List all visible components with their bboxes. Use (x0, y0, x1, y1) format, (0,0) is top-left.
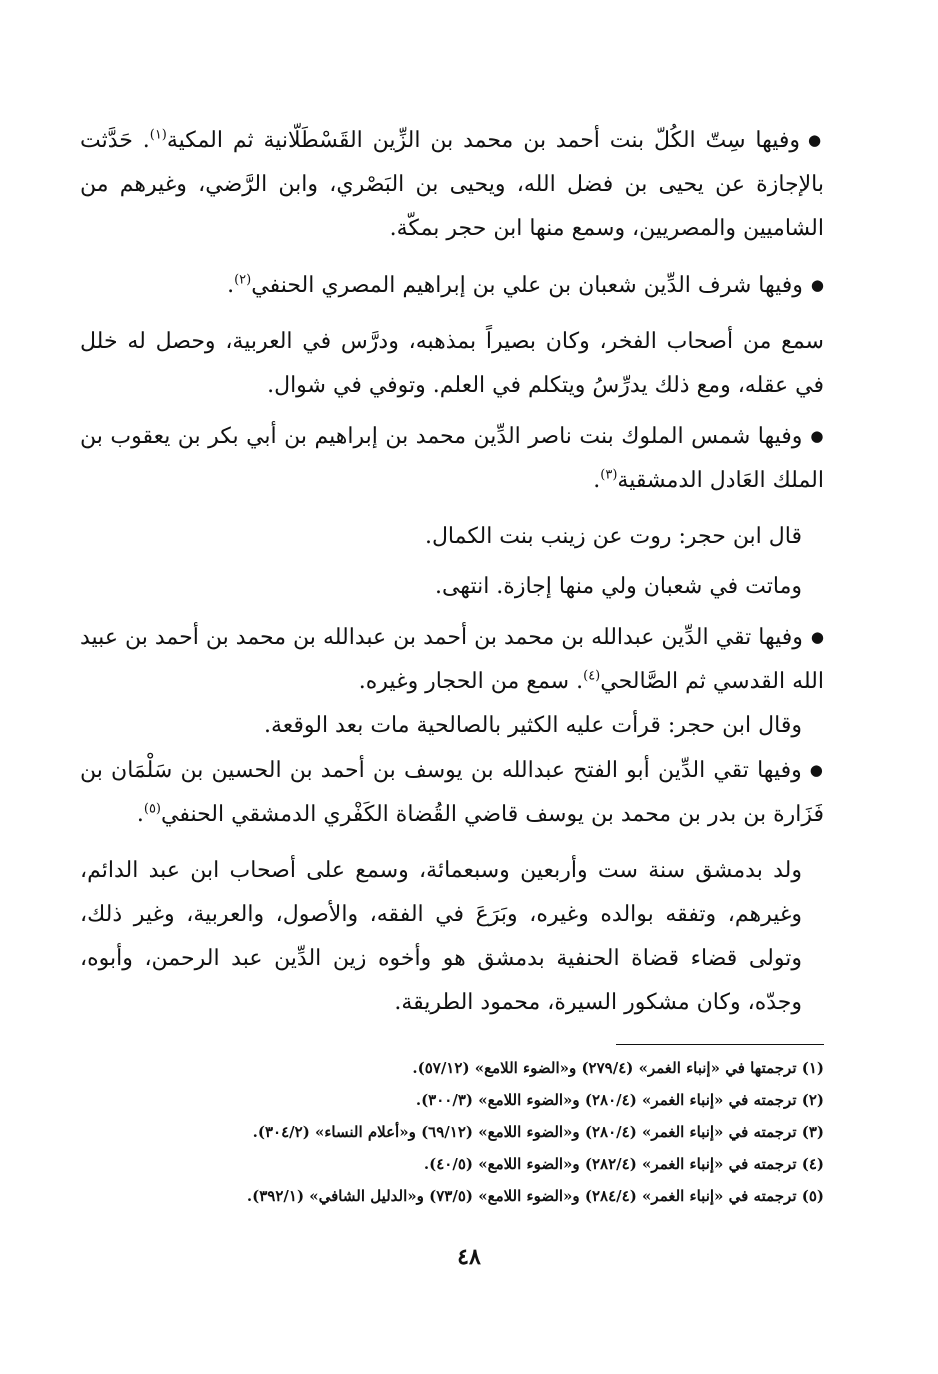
main-text (80, 118, 824, 1025)
paragraph-ibn-hajar-quote (80, 515, 824, 559)
entry-tail: . حَدَّثت بالإجازة عن يحيى بن فضل الله، ويحيى بن البَصْري، وابن الرَّضي، وغيرهم من الشاميين والمصريين، وسمع منها ابن حجر بمكّة. (80, 128, 824, 241)
footnote-ref-5: (٥) (143, 801, 161, 817)
entry-sharaf-al-din (80, 263, 824, 308)
footnote-3: (٣) ترجمته في «إنباء الغمر» (٢٨٠/٤) و«الضوء اللامع» (٦٩/١٢) و«أعلام النساء» (٣٠٤/٢). (252, 1123, 824, 1141)
footnote-5: (٥) ترجمته في «إنباء الغمر» (٢٨٤/٤) و«الضوء اللامع» (٧٣/٥) و«الدليل الشافي» (٣٩٢/١). (246, 1187, 824, 1205)
footnote-ref-2: (٢) (234, 272, 252, 288)
entry-text: وفيها تقي الدِّين أبو الفتح عبدالله بن يوسف بن أحمد بن الحسين بن سَلْمَان بن فَزَارة بن بدر بن محمد بن يوسف قاضي القُضاة الكَفْري الدمشقي الحنفي (80, 758, 824, 827)
footnote-4: (٤) ترجمته في «إنباء الغمر» (٢٨٢/٤) و«الضوء اللامع» (٤٠/٥). (423, 1155, 824, 1173)
footnote-ref-4: (٤) (583, 668, 601, 684)
footnotes (80, 1052, 824, 1212)
paragraph-text: سمع من أصحاب الفخر، وكان بصيراً بمذهبه، ودرَّس في العربية، وحصل له خلل في عقله، ومع ذلك يدرِّسُ ويتكلم في العلم. وتوفي في شوال. (80, 329, 824, 398)
footnote-2: (٢) ترجمته في «إنباء الغمر» (٢٨٠/٤) و«الضوء اللامع» (٣٠٠/٣). (415, 1091, 824, 1109)
paragraph-death-note (80, 565, 824, 609)
entry-text: وفيها تقي الدِّين عبدالله بن محمد بن أحمد بن عبدالله بن محمد بن أحمد بن عبيد الله القدسي ثم الصَّالحي (80, 625, 824, 694)
entry-tail: . سمع من الحجار وغيره. (358, 669, 584, 694)
paragraph-ibn-hajar-read (80, 704, 824, 748)
footnote-ref-1: (١) (149, 127, 167, 143)
paragraph-text: قال ابن حجر: روت عن زينب بنت الكمال. (424, 524, 802, 549)
entry-tail: . (593, 468, 601, 493)
entry-shams-al-muluk (80, 414, 824, 503)
footnote-1: (١) ترجمتها في «إنباء الغمر» (٢٧٩/٤) و«الضوء اللامع» (٥٧/١٢). (412, 1059, 824, 1077)
entry-taqi-al-din-abdallah (80, 615, 824, 704)
entry-text: وفيها سِتّ الكُلّ بنت أحمد بن محمد بن الزِّين القَسْطَلّانية ثم المكية (166, 128, 801, 153)
paragraph-abu-al-fath-bio (80, 849, 824, 1025)
entry-text: وفيها شرف الدِّين شعبان بن علي بن إبراهيم المصري الحنفي (251, 273, 803, 298)
paragraph-text: وماتت في شعبان ولي منها إجازة. انتهى. (434, 574, 802, 599)
footnote-ref-3: (٣) (600, 467, 618, 483)
entry-abu-al-fath (80, 748, 824, 837)
paragraph-text: وقال ابن حجر: قرأت عليه الكثير بالصالحية مات بعد الوقعة. (263, 713, 802, 738)
paragraph-sharaf-bio (80, 320, 824, 408)
entry-tail: . (227, 273, 235, 298)
footnote-divider (616, 1044, 824, 1045)
paragraph-text: ولد بدمشق سنة ست وأربعين وسبعمائة، وسمع على أصحاب ابن عبد الدائم، وغيرهم، وتفقه بوالده وغيره، وبَرَعَ في الفقه، والأصول، والعربية، وغير ذلك، وتولى قضاء قضاة الحنفية بدمشق هو وأخوه زين الدِّين عبد الرحمن، وأبوه، وجدّه، وكان مشكور السيرة، محمود الطريقة. (80, 858, 802, 1015)
page-number: ٤٨ (457, 1244, 481, 1270)
entry-sitt-al-kull (80, 118, 824, 251)
entry-text: وفيها شمس الملوك بنت ناصر الدِّين محمد بن إبراهيم بن أبي بكر بن يعقوب بن الملك العَادل الدمشقية (80, 424, 824, 493)
entry-tail: . (136, 802, 144, 827)
